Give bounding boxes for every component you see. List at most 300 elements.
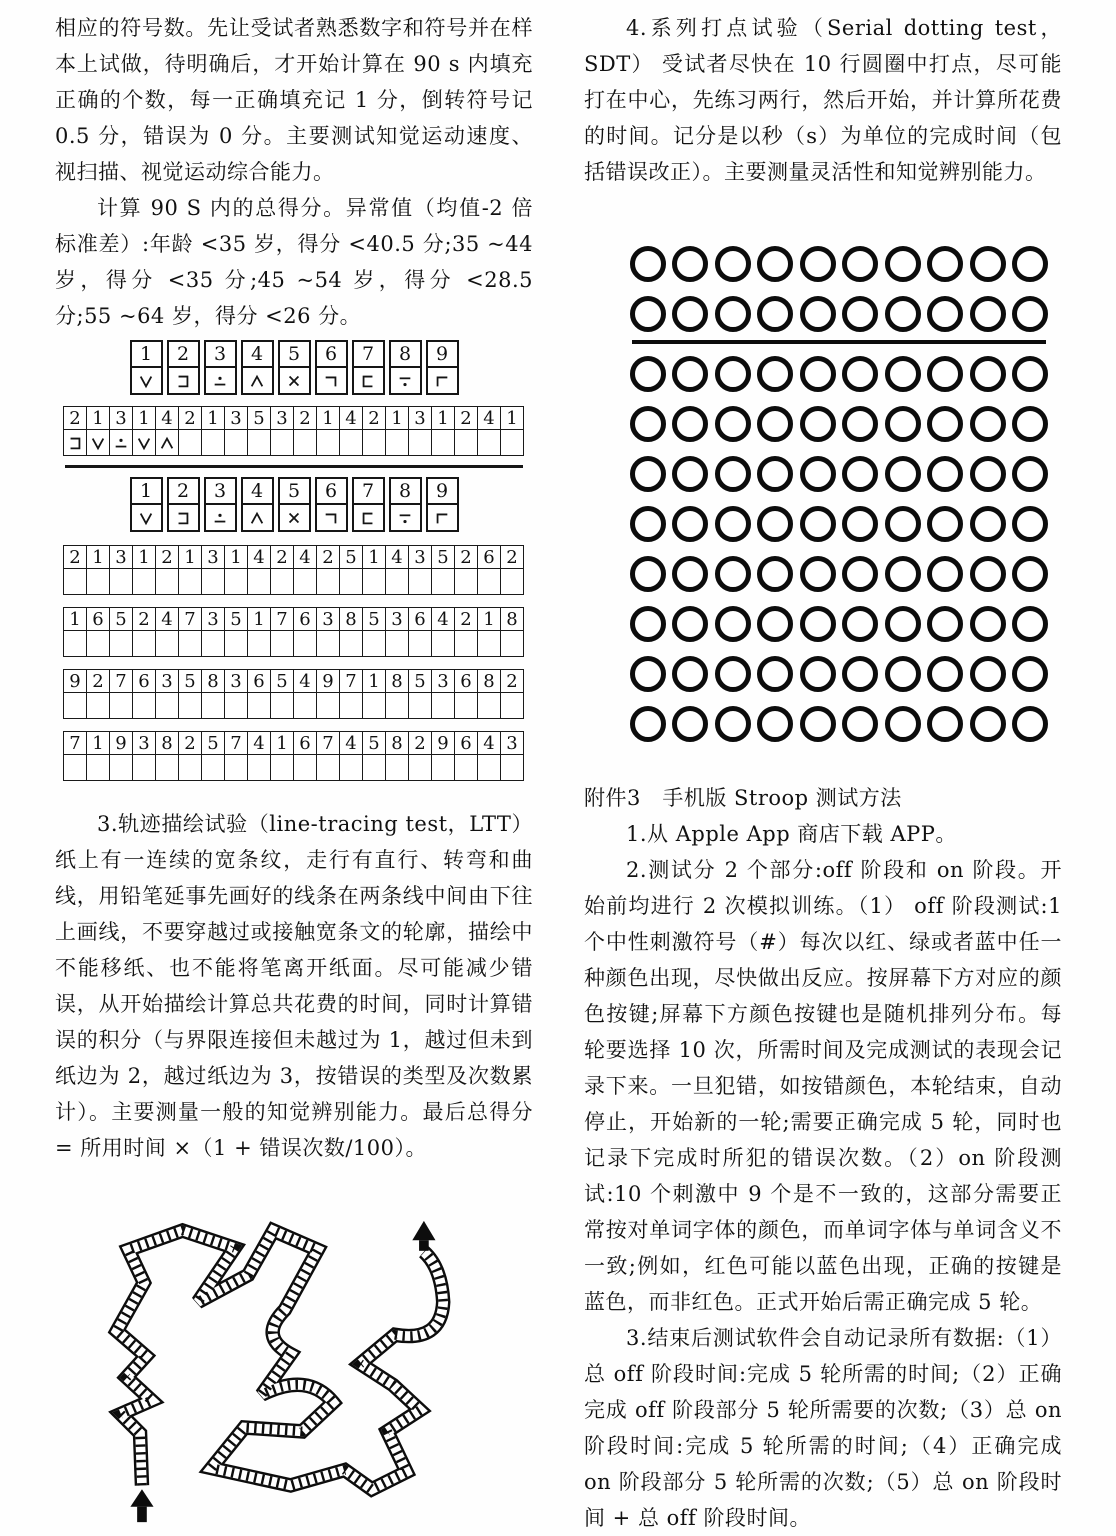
dsst-key-digit: 1 <box>132 342 161 368</box>
dsst-key-digit: 1 <box>132 479 161 505</box>
sdt-circle <box>672 506 708 542</box>
dsst-digit-cell: 1 <box>362 545 386 569</box>
dsst-digit-cell: 9 <box>63 669 87 693</box>
sdt-circle <box>715 406 751 442</box>
sdt-circle <box>1012 356 1048 392</box>
sdt-circle <box>1012 606 1048 642</box>
dsst-digit-cell: 1 <box>132 545 156 569</box>
dsst-answer-cell <box>293 630 317 657</box>
dsst-digit-cell: 5 <box>247 406 271 430</box>
sdt-circle <box>800 706 836 742</box>
sdt-circle <box>1012 456 1048 492</box>
dsst-answer-cell <box>316 754 340 781</box>
sdt-circle <box>885 356 921 392</box>
dsst-digit-cell: 1 <box>247 607 271 631</box>
dsst-digit-cell: 4 <box>339 406 363 430</box>
dsst-key-digit: 4 <box>243 479 272 505</box>
sdt-circle <box>757 296 793 332</box>
dsst-key-cell <box>167 340 200 395</box>
dsst-answer-cell <box>178 754 202 781</box>
sdt-circle <box>885 246 921 282</box>
sdt-circle <box>885 656 921 692</box>
dsst-answer-cell <box>270 568 294 595</box>
dsst-key-symbol <box>428 505 457 530</box>
dsst-key-digit: 3 <box>206 479 235 505</box>
dsst-digit-cell: 2 <box>500 545 524 569</box>
sdt-circle <box>800 606 836 642</box>
dsst-key-cell <box>315 477 348 532</box>
dsst-answer-cell <box>431 754 455 781</box>
dsst-digit-cell: 3 <box>408 545 432 569</box>
dsst-digit-cell: 2 <box>155 545 179 569</box>
dsst-answer-cell <box>132 429 156 456</box>
sdt-test-row <box>630 556 1048 592</box>
sdt-circle <box>715 606 751 642</box>
sdt-circle <box>842 556 878 592</box>
dot-under-line-symbol-icon <box>397 510 413 526</box>
sdt-circle <box>757 246 793 282</box>
dsst-answer-cell <box>500 568 524 595</box>
bracket-open-left-symbol-icon <box>175 510 191 526</box>
dsst-key-symbol <box>206 505 235 530</box>
paragraph-sdt: 4.系列打点试验（Serial dotting test，SDT） 受试者尽快在 10 行圆圈中打点，尽可能打在中心，先练习两行，然后开始，并计算所花费的时间。记分是以秒（s）为单位的完成时间（包括错误改正）。主要测量灵活性和知觉辨别能力。 <box>584 16 1062 184</box>
dsst-answer-cell <box>247 429 271 456</box>
sdt-circle <box>630 656 666 692</box>
sdt-circle <box>800 356 836 392</box>
dsst-answer-cell <box>339 630 363 657</box>
dsst-key-digit: 6 <box>317 479 346 505</box>
bracket-open-left-symbol-icon <box>175 373 191 389</box>
dsst-digit-cell: 2 <box>63 406 87 430</box>
dsst-answer-cell <box>454 568 478 595</box>
dsst-digit-cell: 6 <box>86 607 110 631</box>
dsst-digit-cell: 1 <box>270 731 294 755</box>
dsst-answer-cell <box>270 692 294 719</box>
dsst-test-strip <box>55 669 533 718</box>
dsst-answer-cell <box>63 692 87 719</box>
dsst-digit-cell: 1 <box>431 406 455 430</box>
dsst-key-cell <box>278 340 311 395</box>
sdt-circle <box>800 506 836 542</box>
dsst-answer-cell <box>201 429 225 456</box>
sdt-circle <box>970 706 1006 742</box>
dsst-test-strip <box>55 607 533 656</box>
dsst-digit-cell: 3 <box>316 607 340 631</box>
corner-top-right-symbol-icon <box>323 373 339 389</box>
dsst-answer-cell <box>63 568 87 595</box>
dsst-key-cell <box>352 477 385 532</box>
sdt-circle <box>842 356 878 392</box>
sdt-circle <box>630 706 666 742</box>
dsst-key-cell <box>241 477 274 532</box>
sdt-circle <box>842 656 878 692</box>
sdt-test-row <box>630 706 1048 742</box>
dsst-key-cell <box>389 340 422 395</box>
dsst-digit-cell: 1 <box>316 406 340 430</box>
dsst-answer-cell <box>454 630 478 657</box>
dsst-key-cell <box>204 477 237 532</box>
paragraph-stroop-recording: 3.结束后测试软件会自动记录所有数据:（1）总 off 阶段时间:完成 5 轮所需的时间;（2）正确完成 off 阶段部分 5 轮所需要的次数;（3）总 on 阶段时间:完成 5 轮所需的时间;（4）正确完成 on 阶段部分 5 轮所需的次数;（5）总 on 阶段时间 + 总 off 阶段时间。 <box>584 1326 1062 1530</box>
sdt-circle <box>757 356 793 392</box>
sdt-circle <box>715 656 751 692</box>
dsst-digit-cell: 1 <box>132 406 156 430</box>
dsst-answer-cell <box>385 568 409 595</box>
dsst-answer-cell <box>224 630 248 657</box>
times-symbol-icon <box>286 510 302 526</box>
sdt-circle <box>672 556 708 592</box>
dsst-digit-cell: 3 <box>224 406 248 430</box>
dsst-answer-cell <box>270 630 294 657</box>
dsst-digit-cell: 5 <box>178 669 202 693</box>
sdt-circle <box>800 296 836 332</box>
sdt-circle <box>757 456 793 492</box>
dsst-answer-cell <box>224 754 248 781</box>
sdt-circle <box>1012 246 1048 282</box>
dsst-key-cell <box>278 477 311 532</box>
dsst-digit-cell: 2 <box>500 669 524 693</box>
paragraph-ltt: 3.轨迹描绘试验（line-tracing test，LTT） 纸上有一连续的宽条纹，走行有直行、转弯和曲线，用铅笔延事先画好的线条在两条线中间由下往上画线，不要穿越过或接触宽条文的轮廓，描绘中不能移纸、也不能将笔离开纸面。尽可能减少错误，从开始描绘计算总共花费的时间，同时计算错误的积分（与界限连接但未越过为 1，越过但未到纸边为 2，越过纸边为 3，按错误的类型及次数累计）。主要测量一般的知觉辨别能力。最后总得分 = 所用时间 ×（1 + 错误次数/100）。 <box>55 812 533 1160</box>
sdt-circle <box>842 606 878 642</box>
sdt-circle <box>672 456 708 492</box>
sdt-circle <box>630 406 666 442</box>
dsst-digit-cell: 1 <box>477 607 501 631</box>
corner-top-right-symbol-icon <box>323 510 339 526</box>
dsst-key-digit: 7 <box>354 342 383 368</box>
sdt-circle <box>1012 406 1048 442</box>
dsst-digit-cell: 2 <box>408 731 432 755</box>
dsst-answer-cell <box>178 630 202 657</box>
sdt-test-row <box>630 506 1048 542</box>
dsst-key-symbol <box>169 368 198 393</box>
dsst-answer-cell <box>247 754 271 781</box>
dsst-answer-cell <box>132 568 156 595</box>
dsst-digit-cell: 8 <box>339 607 363 631</box>
dsst-answer-cell <box>362 429 386 456</box>
dsst-answer-cell <box>201 754 225 781</box>
dsst-digit-cell: 8 <box>201 669 225 693</box>
dsst-answer-cell <box>201 568 225 595</box>
dsst-digit-cell: 3 <box>270 406 294 430</box>
dsst-answer-cell <box>86 429 110 456</box>
paragraph-dsst-scoring: 相应的符号数。先让受试者熟悉数字和符号并在样本上试做，待明确后，才开始计算在 90 s 内填充正确的个数，每一正确填充记 1 分，倒转符号记 0.5 分，错误为 0 分。主要测试知觉运动速度、视扫描、视觉运动综合能力。 <box>55 16 533 184</box>
dsst-answer-cell <box>385 630 409 657</box>
dsst-digit-cell: 6 <box>477 545 501 569</box>
dsst-key-digit: 8 <box>391 479 420 505</box>
attachment3-heading: 附件3 手机版 Stroop 测试方法 <box>584 786 902 810</box>
dsst-digit-cell: 4 <box>385 545 409 569</box>
dsst-digit-cell: 7 <box>270 607 294 631</box>
dsst-digit-cell: 6 <box>408 607 432 631</box>
sdt-circle <box>927 246 963 282</box>
dsst-answer-cell <box>362 754 386 781</box>
dsst-key-cell <box>315 340 348 395</box>
dsst-answer-cell <box>339 568 363 595</box>
dsst-key-symbol <box>428 368 457 393</box>
dsst-key-symbol <box>280 505 309 530</box>
dsst-answer-cell <box>408 429 432 456</box>
sdt-circle <box>672 706 708 742</box>
sdt-circle <box>800 456 836 492</box>
corner-top-left-symbol-icon <box>434 510 450 526</box>
sdt-circle <box>715 296 751 332</box>
dsst-digit-cell: 7 <box>339 669 363 693</box>
dsst-digit-cell: 4 <box>339 731 363 755</box>
sdt-circle <box>970 656 1006 692</box>
dsst-key-cell <box>352 340 385 395</box>
dsst-digit-cell: 8 <box>385 731 409 755</box>
dsst-digit-cell: 3 <box>500 731 524 755</box>
dsst-answer-cell <box>155 754 179 781</box>
dsst-key-digit: 2 <box>169 479 198 505</box>
dsst-digit-cell: 2 <box>178 731 202 755</box>
paragraph-stroop-download: 1.从 Apple App 商店下载 APP。 <box>626 822 957 846</box>
dot-over-line-symbol-icon <box>212 510 228 526</box>
sdt-circle <box>927 656 963 692</box>
dsst-answer-cell <box>155 630 179 657</box>
sdt-test-row <box>630 356 1048 392</box>
sdt-circle <box>842 406 878 442</box>
dsst-answer-cell <box>155 692 179 719</box>
dsst-figure <box>55 340 533 780</box>
dsst-digit-cell: 1 <box>385 406 409 430</box>
dsst-digit-cell: 4 <box>247 545 271 569</box>
sdt-circle <box>715 356 751 392</box>
dsst-digit-cell: 5 <box>224 607 248 631</box>
dsst-digit-cell: 2 <box>178 406 202 430</box>
dsst-key-symbol <box>317 368 346 393</box>
sdt-test-row <box>630 606 1048 642</box>
dsst-key-cell <box>204 340 237 395</box>
dsst-digit-cell: 5 <box>109 607 133 631</box>
dsst-key-cell <box>167 477 200 532</box>
sdt-circle <box>757 506 793 542</box>
dsst-answer-cell <box>86 754 110 781</box>
dsst-digit-cell: 3 <box>385 607 409 631</box>
dsst-answer-cell <box>132 754 156 781</box>
dsst-answer-cell <box>477 692 501 719</box>
bracket-open-right-symbol-icon <box>360 373 376 389</box>
caret-symbol-icon <box>249 373 265 389</box>
dsst-key-symbol <box>317 505 346 530</box>
dsst-digit-cell: 3 <box>109 545 133 569</box>
dsst-key-digit: 5 <box>280 342 309 368</box>
dsst-answer-cell <box>408 754 432 781</box>
dsst-digit-cell: 6 <box>454 731 478 755</box>
dsst-digit-cell: 2 <box>63 545 87 569</box>
sdt-circle <box>715 706 751 742</box>
dsst-key-cell <box>130 340 163 395</box>
sdt-test-row <box>630 406 1048 442</box>
sdt-circle <box>842 506 878 542</box>
dsst-answer-cell <box>408 568 432 595</box>
dsst-digit-cell: 7 <box>178 607 202 631</box>
dsst-key-digit: 6 <box>317 342 346 368</box>
dsst-key-symbol <box>243 368 272 393</box>
sdt-circle <box>970 606 1006 642</box>
dot-under-line-symbol-icon <box>397 373 413 389</box>
sdt-circle <box>970 406 1006 442</box>
sdt-circle <box>630 556 666 592</box>
dsst-key-cell <box>241 340 274 395</box>
dsst-digit-cell: 3 <box>408 406 432 430</box>
dsst-key-symbol <box>391 505 420 530</box>
dsst-answer-cell <box>408 630 432 657</box>
dsst-answer-cell <box>132 630 156 657</box>
dsst-digit-cell: 5 <box>201 731 225 755</box>
sdt-circle <box>970 506 1006 542</box>
sdt-circle <box>715 506 751 542</box>
dsst-answer-cell <box>224 429 248 456</box>
dsst-key-cell <box>130 477 163 532</box>
sdt-circle <box>630 356 666 392</box>
dsst-answer-cell <box>431 429 455 456</box>
sdt-practice-separator-line <box>632 340 1046 344</box>
dsst-key-symbol <box>132 505 161 530</box>
dsst-answer-cell <box>431 692 455 719</box>
sdt-circle <box>927 296 963 332</box>
dsst-answer-cell <box>63 630 87 657</box>
sdt-circle <box>1012 296 1048 332</box>
dsst-test-strips <box>55 545 533 780</box>
sdt-circle <box>927 356 963 392</box>
dsst-key-digit: 9 <box>428 342 457 368</box>
ltt-maze-drawing <box>95 1190 467 1526</box>
dsst-answer-cell <box>155 568 179 595</box>
dsst-digit-cell: 6 <box>454 669 478 693</box>
dsst-digit-cell: 5 <box>362 607 386 631</box>
sdt-circle <box>800 556 836 592</box>
bracket-open-left-symbol-icon <box>67 435 83 451</box>
dsst-answer-cell <box>431 630 455 657</box>
sdt-circle <box>885 556 921 592</box>
sdt-circle <box>970 556 1006 592</box>
dsst-answer-cell <box>247 568 271 595</box>
dsst-digit-cell: 6 <box>293 731 317 755</box>
dsst-digit-cell: 9 <box>109 731 133 755</box>
sdt-circle <box>715 456 751 492</box>
dsst-digit-cell: 3 <box>201 607 225 631</box>
sdt-circle <box>757 706 793 742</box>
sdt-circle <box>885 506 921 542</box>
sdt-circle <box>885 456 921 492</box>
dsst-digit-cell: 9 <box>316 669 340 693</box>
dsst-digit-cell: 3 <box>109 406 133 430</box>
left-column <box>55 0 533 1530</box>
v-symbol-icon <box>136 435 152 451</box>
sdt-circle <box>970 456 1006 492</box>
dsst-digit-cell: 7 <box>63 731 87 755</box>
dsst-answer-cell <box>109 754 133 781</box>
dsst-digit-cell: 2 <box>132 607 156 631</box>
dsst-digit-cell: 2 <box>270 545 294 569</box>
sdt-circle <box>630 296 666 332</box>
corner-top-left-symbol-icon <box>434 373 450 389</box>
dsst-digit-cell: 1 <box>500 406 524 430</box>
dsst-key-digit: 8 <box>391 342 420 368</box>
dsst-answer-cell <box>362 630 386 657</box>
sdt-circle <box>927 406 963 442</box>
dsst-answer-cell <box>86 630 110 657</box>
ltt-start-arrow <box>130 1489 153 1506</box>
dsst-answer-cell <box>385 754 409 781</box>
sdt-circle <box>715 246 751 282</box>
dsst-digit-cell: 3 <box>201 545 225 569</box>
sdt-circle <box>757 606 793 642</box>
dsst-answer-cell <box>500 692 524 719</box>
sdt-circle <box>630 506 666 542</box>
dsst-digit-cell: 4 <box>247 731 271 755</box>
dsst-digit-cell: 4 <box>155 607 179 631</box>
dsst-digit-cell: 1 <box>362 669 386 693</box>
dsst-answer-cell <box>201 630 225 657</box>
dsst-digit-cell: 7 <box>109 669 133 693</box>
dsst-answer-cell <box>362 568 386 595</box>
dsst-digit-cell: 1 <box>201 406 225 430</box>
dsst-digit-cell: 1 <box>224 545 248 569</box>
dsst-key-digit: 3 <box>206 342 235 368</box>
dsst-digit-cell: 1 <box>86 545 110 569</box>
dsst-practice-strip <box>55 406 533 455</box>
sdt-circle <box>1012 656 1048 692</box>
dsst-answer-cell <box>385 692 409 719</box>
dsst-answer-cell <box>247 692 271 719</box>
sdt-test-row <box>630 656 1048 692</box>
sdt-circle <box>970 246 1006 282</box>
dsst-answer-cell <box>270 429 294 456</box>
sdt-circle <box>757 556 793 592</box>
dot-over-line-symbol-icon <box>113 435 129 451</box>
dsst-digit-cell: 5 <box>431 545 455 569</box>
sdt-circle <box>927 706 963 742</box>
dsst-answer-cell <box>155 429 179 456</box>
dsst-answer-cell <box>500 630 524 657</box>
dsst-digit-cell: 3 <box>132 731 156 755</box>
dsst-digit-cell: 6 <box>293 607 317 631</box>
dsst-digit-cell: 4 <box>431 607 455 631</box>
sdt-circle <box>800 656 836 692</box>
sdt-circle <box>757 656 793 692</box>
sdt-circle <box>842 456 878 492</box>
dsst-digit-cell: 9 <box>431 731 455 755</box>
dsst-answer-cell <box>224 692 248 719</box>
ltt-maze-figure <box>95 1190 533 1530</box>
dsst-digit-cell: 8 <box>155 731 179 755</box>
dsst-digit-cell: 1 <box>86 731 110 755</box>
sdt-circle <box>970 356 1006 392</box>
dsst-key-digit: 2 <box>169 342 198 368</box>
dsst-digit-cell: 4 <box>477 406 501 430</box>
dsst-digit-cell: 8 <box>500 607 524 631</box>
dsst-answer-cell <box>293 568 317 595</box>
dsst-digit-cell: 6 <box>132 669 156 693</box>
times-symbol-icon <box>286 373 302 389</box>
sdt-circle <box>672 296 708 332</box>
sdt-circle <box>970 296 1006 332</box>
dsst-answer-cell <box>63 754 87 781</box>
dsst-digit-cell: 3 <box>155 669 179 693</box>
dsst-digit-cell: 7 <box>316 731 340 755</box>
dsst-digit-cell: 3 <box>224 669 248 693</box>
dsst-answer-cell <box>477 630 501 657</box>
sdt-circle <box>672 246 708 282</box>
dsst-digit-cell: 7 <box>224 731 248 755</box>
ltt-end-arrow <box>412 1221 435 1240</box>
dsst-key-cell <box>389 477 422 532</box>
sdt-circle <box>1012 706 1048 742</box>
v-symbol-icon <box>138 510 154 526</box>
dsst-digit-cell: 4 <box>293 545 317 569</box>
dsst-digit-cell: 2 <box>293 406 317 430</box>
